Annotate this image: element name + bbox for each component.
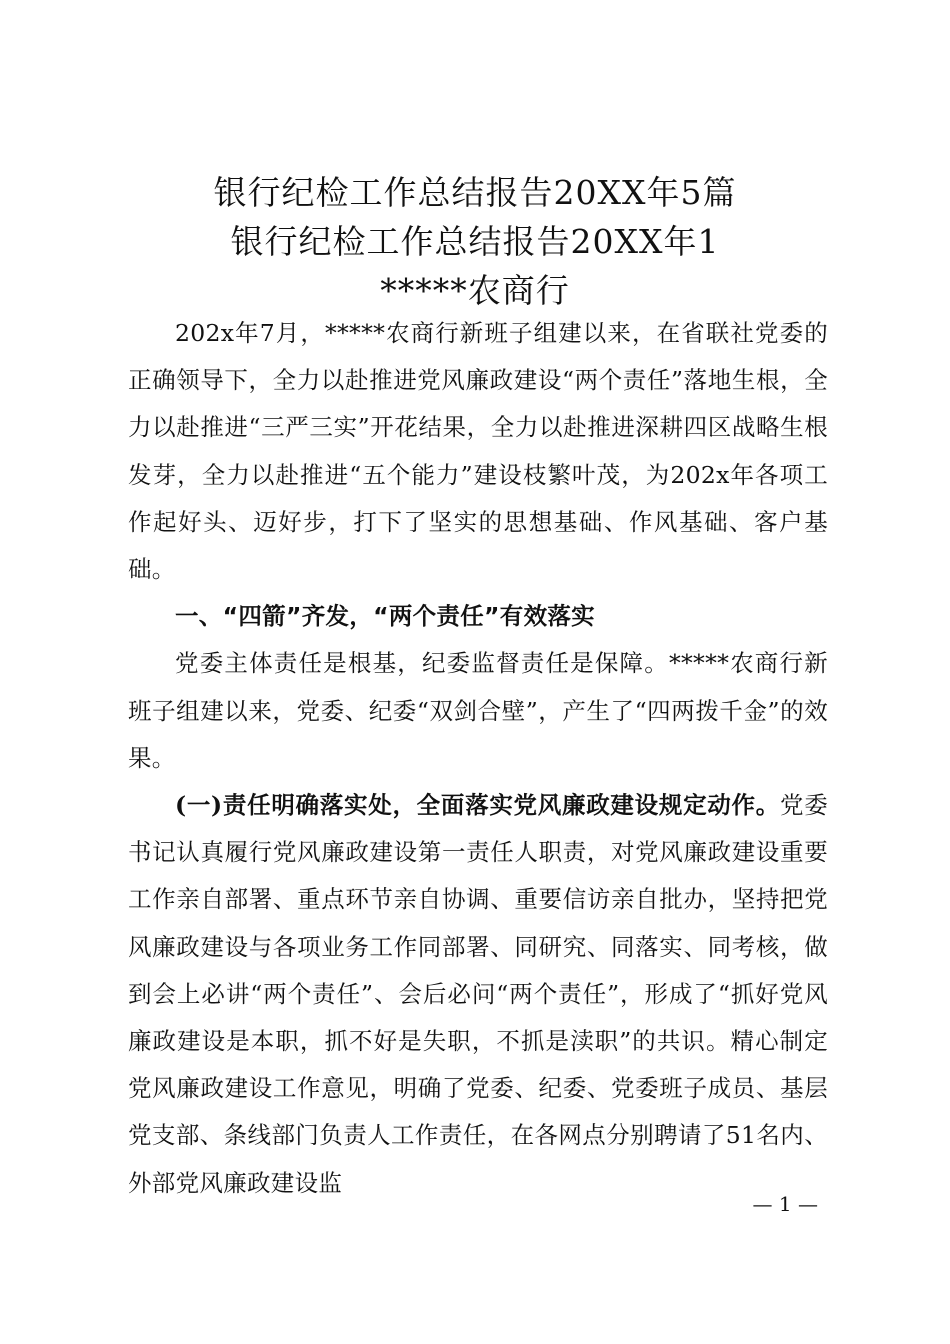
page-number: — 1 — (752, 1192, 818, 1216)
intro-paragraph: 202x年7月，*****农商行新班子组建以来，在省联社党委的正确领导下，全力以赴推进党风廉政建设“两个责任”落地生根，全力以赴推进“三严三实”开花结果，全力以赴推进深耕四区战略生根发芽，全力以赴推进“五个能力”建设枝繁叶茂，为202x年各项工作起好头、迈好步，打下了坚实的思想基础、作风基础、客户基础。 (128, 319, 828, 584)
subsection-body-1: 党委书记认真履行党风廉政建设第一责任人职责，对党风廉政建设重要工作亲自部署、重点环节亲自协调、重要信访亲自批办，坚持把党风廉政建设与各项业务工作同部署、同研究、同落实、同考核，做到会上必讲“两个责任”、会后必问“两个责任”，形成了“抓好党风廉政建设是本职，抓不好是失职，不抓是渎职”的共识。精心制定党风廉政建设工作意见，明确了党委、纪委、党委班子成员、基层党支部、条线部门负责人工作责任，在各网点分别聘请了51名内、外部党风廉政建设监 (128, 791, 828, 1197)
organization-name: *****农商行 (380, 271, 570, 310)
document-body (128, 310, 828, 1207)
document-title-block (0, 168, 950, 315)
section-paragraph-1: 党委主体责任是根基，纪委监督责任是保障。*****农商行新班子组建以来，党委、纪委“双剑合壁”，产生了“四两拨千金”的效果。 (128, 649, 828, 772)
subsection-paragraph-1 (128, 782, 828, 1207)
section-heading-1: 一、“四箭”齐发，“两个责任”有效落实 (175, 602, 595, 631)
subsection-heading-1: (一)责任明确落实处，全面落实党风廉政建设规定动作。 (175, 791, 780, 820)
document-title: 银行纪检工作总结报告20XX年5篇 (213, 173, 737, 212)
document-subtitle: 银行纪检工作总结报告20XX年1 (230, 222, 720, 261)
